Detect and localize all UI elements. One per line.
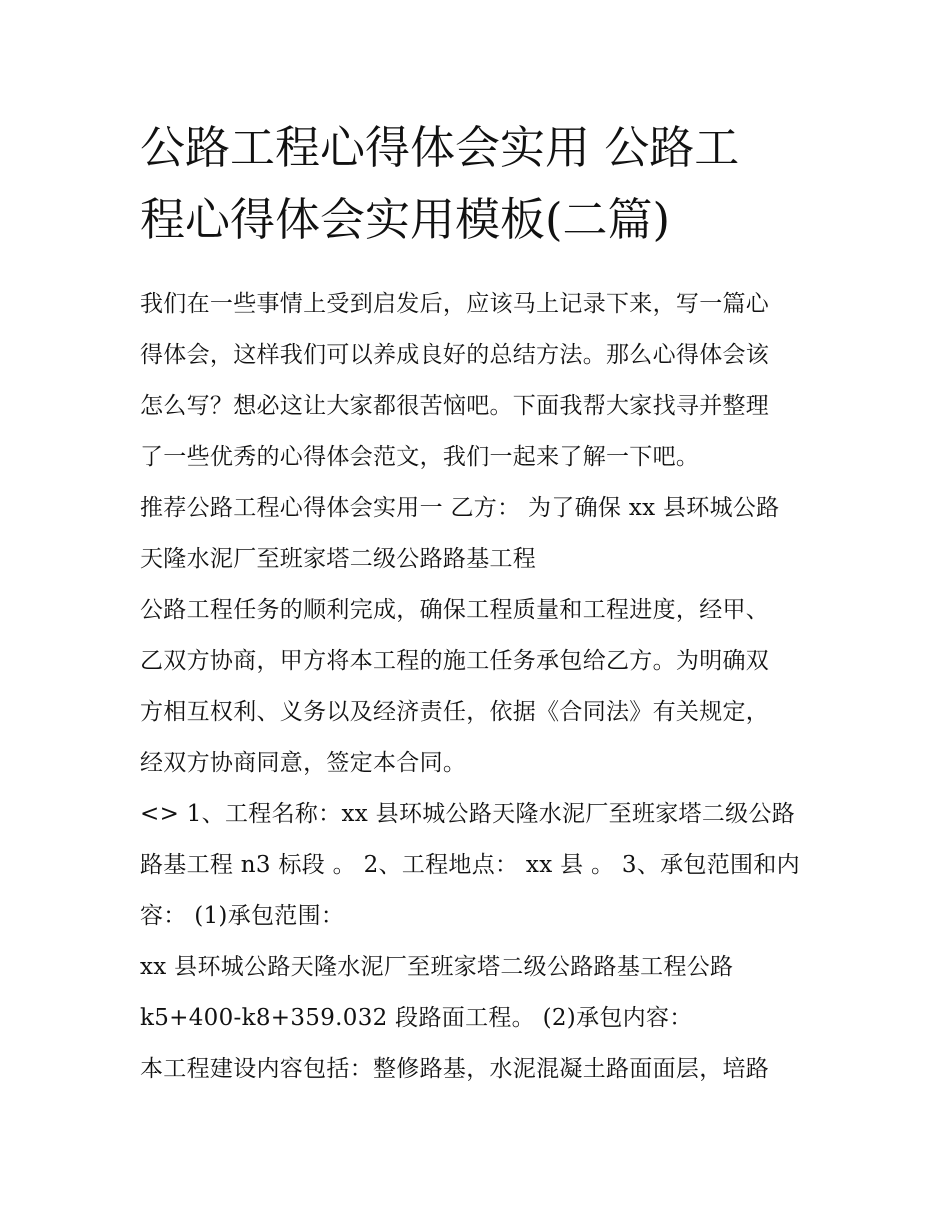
body-line: 路基工程 n3 标段 。 2、工程地点： xx 县 。 3、承包范围和内 [140,852,800,878]
body-line: xx 县环城公路天隆水泥厂至班家塔二级公路路基工程公路 [140,954,734,980]
body-line: 了一些优秀的心得体会范文，我们一起来了解一下吧。 [140,444,700,470]
body-line: 公路工程任务的顺利完成，确保工程质量和工程进度，经甲、 [140,597,770,623]
title-line-1: 公路工程心得体会实用 公路工 [140,121,740,174]
body-line: 经双方协商同意，签定本合同。 [140,750,467,776]
body-line: 我们在一些事情上受到启发后，应该马上记录下来，写一篇心 [140,291,770,317]
body-line: k5+400-k8+359.032 段路面工程。 (2)承包内容： [140,1005,693,1031]
body-line: 方相互权利、义务以及经济责任，依据《合同法》有关规定， [140,699,770,725]
body-line: 本工程建设内容包括：整修路基，水泥混凝土路面面层，培路 [140,1056,770,1082]
body-line: 天隆水泥厂至班家塔二级公路路基工程 [140,546,537,572]
document-title [140,112,820,256]
body-line: 推荐公路工程心得体会实用一 乙方： 为了确保 xx 县环城公路 [140,495,780,521]
body-line: <> 1、工程名称：xx 县环城公路天隆水泥厂至班家塔二级公路 [140,801,796,827]
body-line: 得体会，这样我们可以养成良好的总结方法。那么心得体会该 [140,342,770,368]
title-line-2: 程心得体会实用模板(二篇) [140,193,671,246]
document-body [140,279,830,1095]
body-line: 乙双方协商，甲方将本工程的施工任务承包给乙方。为明确双 [140,648,770,674]
body-line: 怎么写？想必这让大家都很苦恼吧。下面我帮大家找寻并整理 [140,393,770,419]
body-line: 容： (1)承包范围： [140,903,345,929]
